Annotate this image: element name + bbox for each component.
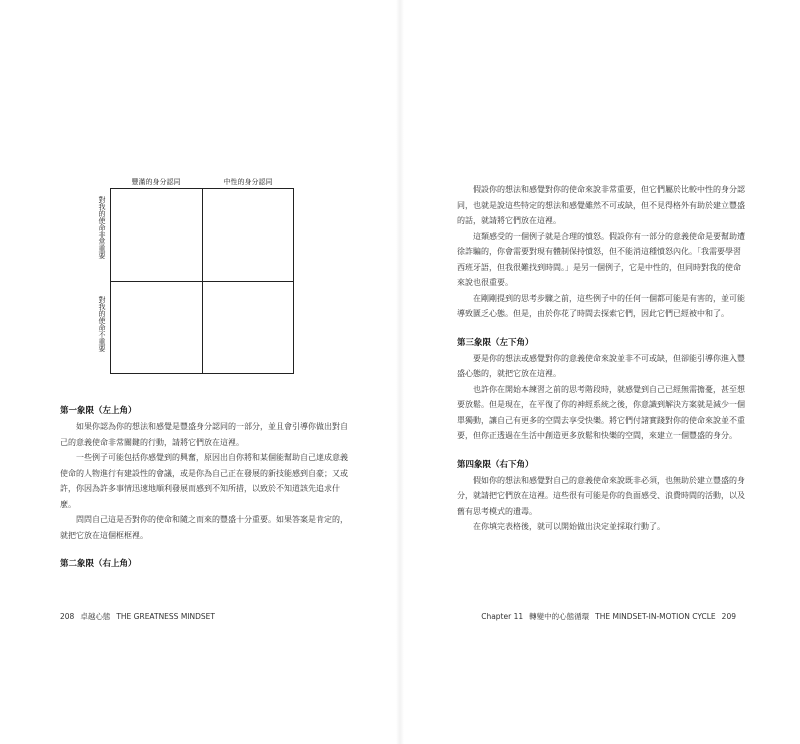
page-footer bbox=[60, 611, 221, 622]
page-number: 209 bbox=[721, 612, 736, 621]
paragraph: 要是你的想法或感覺對你的意義使命來說並非不可或缺，但卻能引導你進入豐盛心態的，就把它放在這裡。 bbox=[457, 353, 745, 378]
chapter-label: Chapter 11 bbox=[481, 612, 524, 621]
chapter-title-en: THE MINDSET-IN-MOTION CYCLE bbox=[595, 612, 716, 621]
section-heading: 第二象限（右上角） bbox=[60, 559, 137, 569]
paragraph: 一些例子可能包括你感覺到的興奮，原因出自你將和某個能幫助自己達成意義使命的人物進行有建設性的會議，或是你為自己正在發展的新技能感到自豪；又或許，你因為許多事情迅速地順利發展而感到不知所措，以致於不知道該先追求什麼。 bbox=[60, 453, 348, 509]
matrix-divider-horizontal bbox=[111, 281, 293, 282]
matrix-column-header: 中性的身分認同 bbox=[223, 178, 273, 186]
paragraph: 在剛剛提到的思考步驟之前，這些例子中的任何一個都可能是有害的，並可能導致匱乏心態。但是，由於你花了時間去探索它們，因此它們已經被中和了。 bbox=[457, 293, 745, 318]
book-title-cn: 卓越心態 bbox=[80, 612, 111, 621]
page-footer bbox=[481, 611, 742, 622]
section-heading: 第四象限（右下角） bbox=[457, 459, 534, 470]
book-title-en: THE GREATNESS MINDSET bbox=[116, 612, 215, 621]
matrix-row-header: 對我的使命非常重要 bbox=[98, 196, 106, 259]
paragraph: 這類感受的一個例子就是合理的憤怒。假設你有一部分的意義使命是要幫助遭徐詐騙的，你會需要對現有體制保持憤怒，但不能消這種憤怒內化。「我需要學習西班牙語，但我很難找到時間。」是另一個例子，它是中性的，但同時對我的使命來說也很重要。 bbox=[457, 231, 745, 287]
paragraph: 假設你的想法和感覺對你的使命來說非常重要，但它們屬於比較中性的身分認同，也就是說這些特定的想法和感覺雖然不可或缺，但不見得格外有助於建立豐盛的話，就請將它們放在這裡。 bbox=[457, 185, 745, 225]
section-heading: 第一象限（左上角） bbox=[60, 406, 137, 416]
paragraph: 假如你的想法和感覺對自己的意義使命來說既非必須，也無助於建立豐盛的身分，就請把它們放在這裡。這些很有可能是你的負面感受、浪費時間的活動，以及舊有思考模式的遺毒。 bbox=[457, 475, 745, 516]
section-heading: 第三象限（左下角） bbox=[457, 337, 534, 348]
paragraph: 問問自己這是否對你的使命和隨之而來的豐盛十分重要。如果答案是肯定的，就把它放在這個框框裡。 bbox=[60, 515, 348, 540]
paragraph: 在你填完表格後，就可以開始做出決定並採取行動了。 bbox=[473, 522, 665, 531]
matrix-column-header: 豐滿的身分認同 bbox=[131, 178, 181, 186]
right-page-body bbox=[457, 182, 747, 535]
quadrant-matrix bbox=[110, 188, 294, 374]
left-page-body bbox=[60, 404, 350, 572]
matrix-row-header: 對我的使命不重要 bbox=[98, 296, 106, 352]
chapter-title-cn: 轉變中的心態循環 bbox=[529, 612, 590, 621]
page-number: 208 bbox=[60, 612, 75, 621]
paragraph: 也許你在開始本練習之前的思考階段時，就感覺到自己已經無需擔憂，甚至想要放鬆。但是現在，在平復了你的神經系統之後，你意識到解決方案就是減少一個單獨動，讓自己有更多的空間去享受快樂。將它們付諸實踐對你的使命來說並不重要，但你正透過在生活中創造更多放鬆和快樂的空間，來建立一個豐盛的身分。 bbox=[457, 384, 745, 440]
paragraph: 如果你認為你的想法和感覺是豐盛身分認同的一部分，並且會引導你做出對自己的意義使命非常關鍵的行動，請將它們放在這裡。 bbox=[60, 422, 348, 447]
